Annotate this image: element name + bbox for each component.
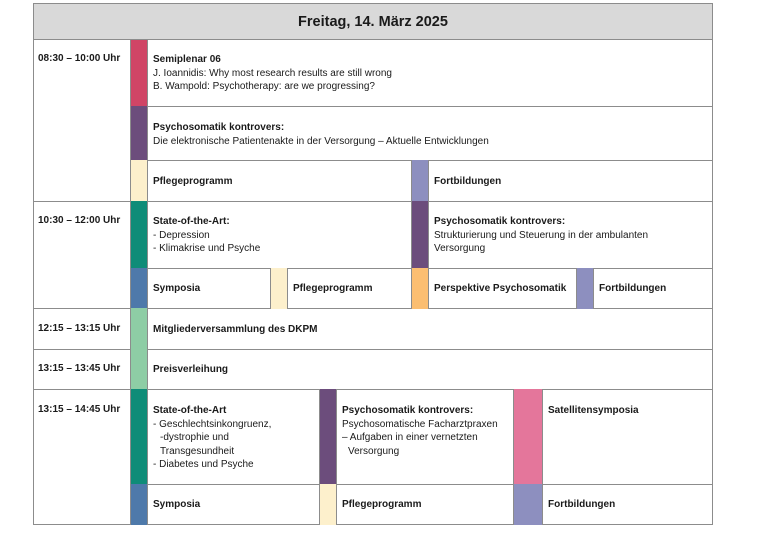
time-label: 13:15 – 13:45 Uhr: [38, 363, 121, 374]
session-mitgliederversammlung[interactable]: Mitgliederversammlung des DKPM: [153, 324, 318, 335]
color-bar: [513, 484, 543, 525]
session-title: Psychosomatik kontrovers:: [153, 122, 285, 133]
session-line: -dystrophie und: [160, 432, 229, 443]
color-bar: [411, 160, 429, 202]
color-bar: [130, 40, 148, 107]
session-line: Strukturierung und Steuerung in der ambulanten: [434, 229, 649, 241]
session-title: State-of-the-Art: [153, 405, 227, 416]
color-bar: [130, 484, 148, 525]
day-title: Freitag, 14. März 2025: [298, 13, 448, 30]
day-header: [33, 3, 713, 40]
session-line: Psychosomatische Facharztpraxen: [342, 418, 498, 430]
time-label: 12:15 – 13:15 Uhr: [38, 323, 121, 334]
session-semiplenar[interactable]: [153, 53, 392, 94]
session-line: - Geschlechtsinkongruenz,: [153, 418, 272, 430]
session-fortbildungen[interactable]: Fortbildungen: [548, 499, 616, 510]
session-psychosomatik-kontrovers[interactable]: [434, 215, 648, 256]
divider: [130, 106, 713, 107]
session-pflegeprogramm[interactable]: Pflegeprogramm: [153, 176, 233, 187]
color-bar: [130, 308, 148, 350]
session-line: Versorgung: [348, 445, 400, 457]
session-preisverleihung[interactable]: Preisverleihung: [153, 364, 229, 375]
session-line: J. Ioannidis: Why most research results are still wrong: [153, 67, 392, 79]
session-line: - Klimakrise und Psyche: [153, 243, 261, 254]
session-title: Psychosomatik kontrovers:: [434, 216, 566, 227]
session-pflegeprogramm[interactable]: Pflegeprogramm: [342, 499, 422, 510]
session-line: Transgesundheit: [160, 445, 235, 457]
session-state-of-the-art[interactable]: [153, 404, 271, 472]
session-symposia[interactable]: Symposia: [153, 283, 201, 294]
session-line: B. Wampold: Psychotherapy: are we progressing?: [153, 81, 375, 92]
color-bar: [130, 160, 148, 202]
session-title: State-of-the-Art:: [153, 216, 230, 227]
color-bar: [130, 389, 148, 485]
time-label: 10:30 – 12:00 Uhr: [38, 215, 121, 226]
color-bar: [411, 268, 429, 309]
session-state-of-the-art[interactable]: [153, 215, 260, 256]
color-bar: [513, 389, 543, 485]
session-fortbildungen[interactable]: Fortbildungen: [434, 176, 502, 187]
time-label: 08:30 – 10:00 Uhr: [38, 53, 121, 64]
color-bar: [270, 268, 288, 309]
session-psychosomatik-kontrovers[interactable]: [153, 121, 489, 148]
color-bar: [130, 268, 148, 309]
frame-right: [712, 40, 713, 525]
session-satellitensymposia[interactable]: Satellitensymposia: [548, 405, 639, 416]
color-bar: [576, 268, 594, 309]
session-title: Semiplenar 06: [153, 54, 221, 65]
session-line: – Aufgaben in einer vernetzten: [342, 432, 478, 443]
session-line: Versorgung: [434, 243, 486, 254]
color-bar: [130, 349, 148, 390]
frame-left: [33, 40, 34, 525]
time-label: 13:15 – 14:45 Uhr: [38, 404, 121, 415]
color-bar: [130, 201, 148, 269]
session-line: - Depression: [153, 229, 210, 241]
session-psychosomatik-kontrovers[interactable]: [342, 404, 498, 458]
color-bar: [319, 484, 337, 525]
session-line: - Diabetes und Psyche: [153, 459, 254, 470]
color-bar: [411, 201, 429, 269]
session-symposia[interactable]: Symposia: [153, 499, 201, 510]
divider: [130, 484, 713, 485]
session-line: Die elektronische Patientenakte in der Versorgung – Aktuelle Entwicklungen: [153, 135, 489, 147]
color-bar: [319, 389, 337, 485]
session-perspektive-psychosomatik[interactable]: Perspektive Psychosomatik: [434, 283, 567, 294]
color-bar: [130, 106, 148, 161]
session-fortbildungen[interactable]: Fortbildungen: [599, 283, 667, 294]
session-pflegeprogramm[interactable]: Pflegeprogramm: [293, 283, 373, 294]
session-title: Psychosomatik kontrovers:: [342, 405, 474, 416]
